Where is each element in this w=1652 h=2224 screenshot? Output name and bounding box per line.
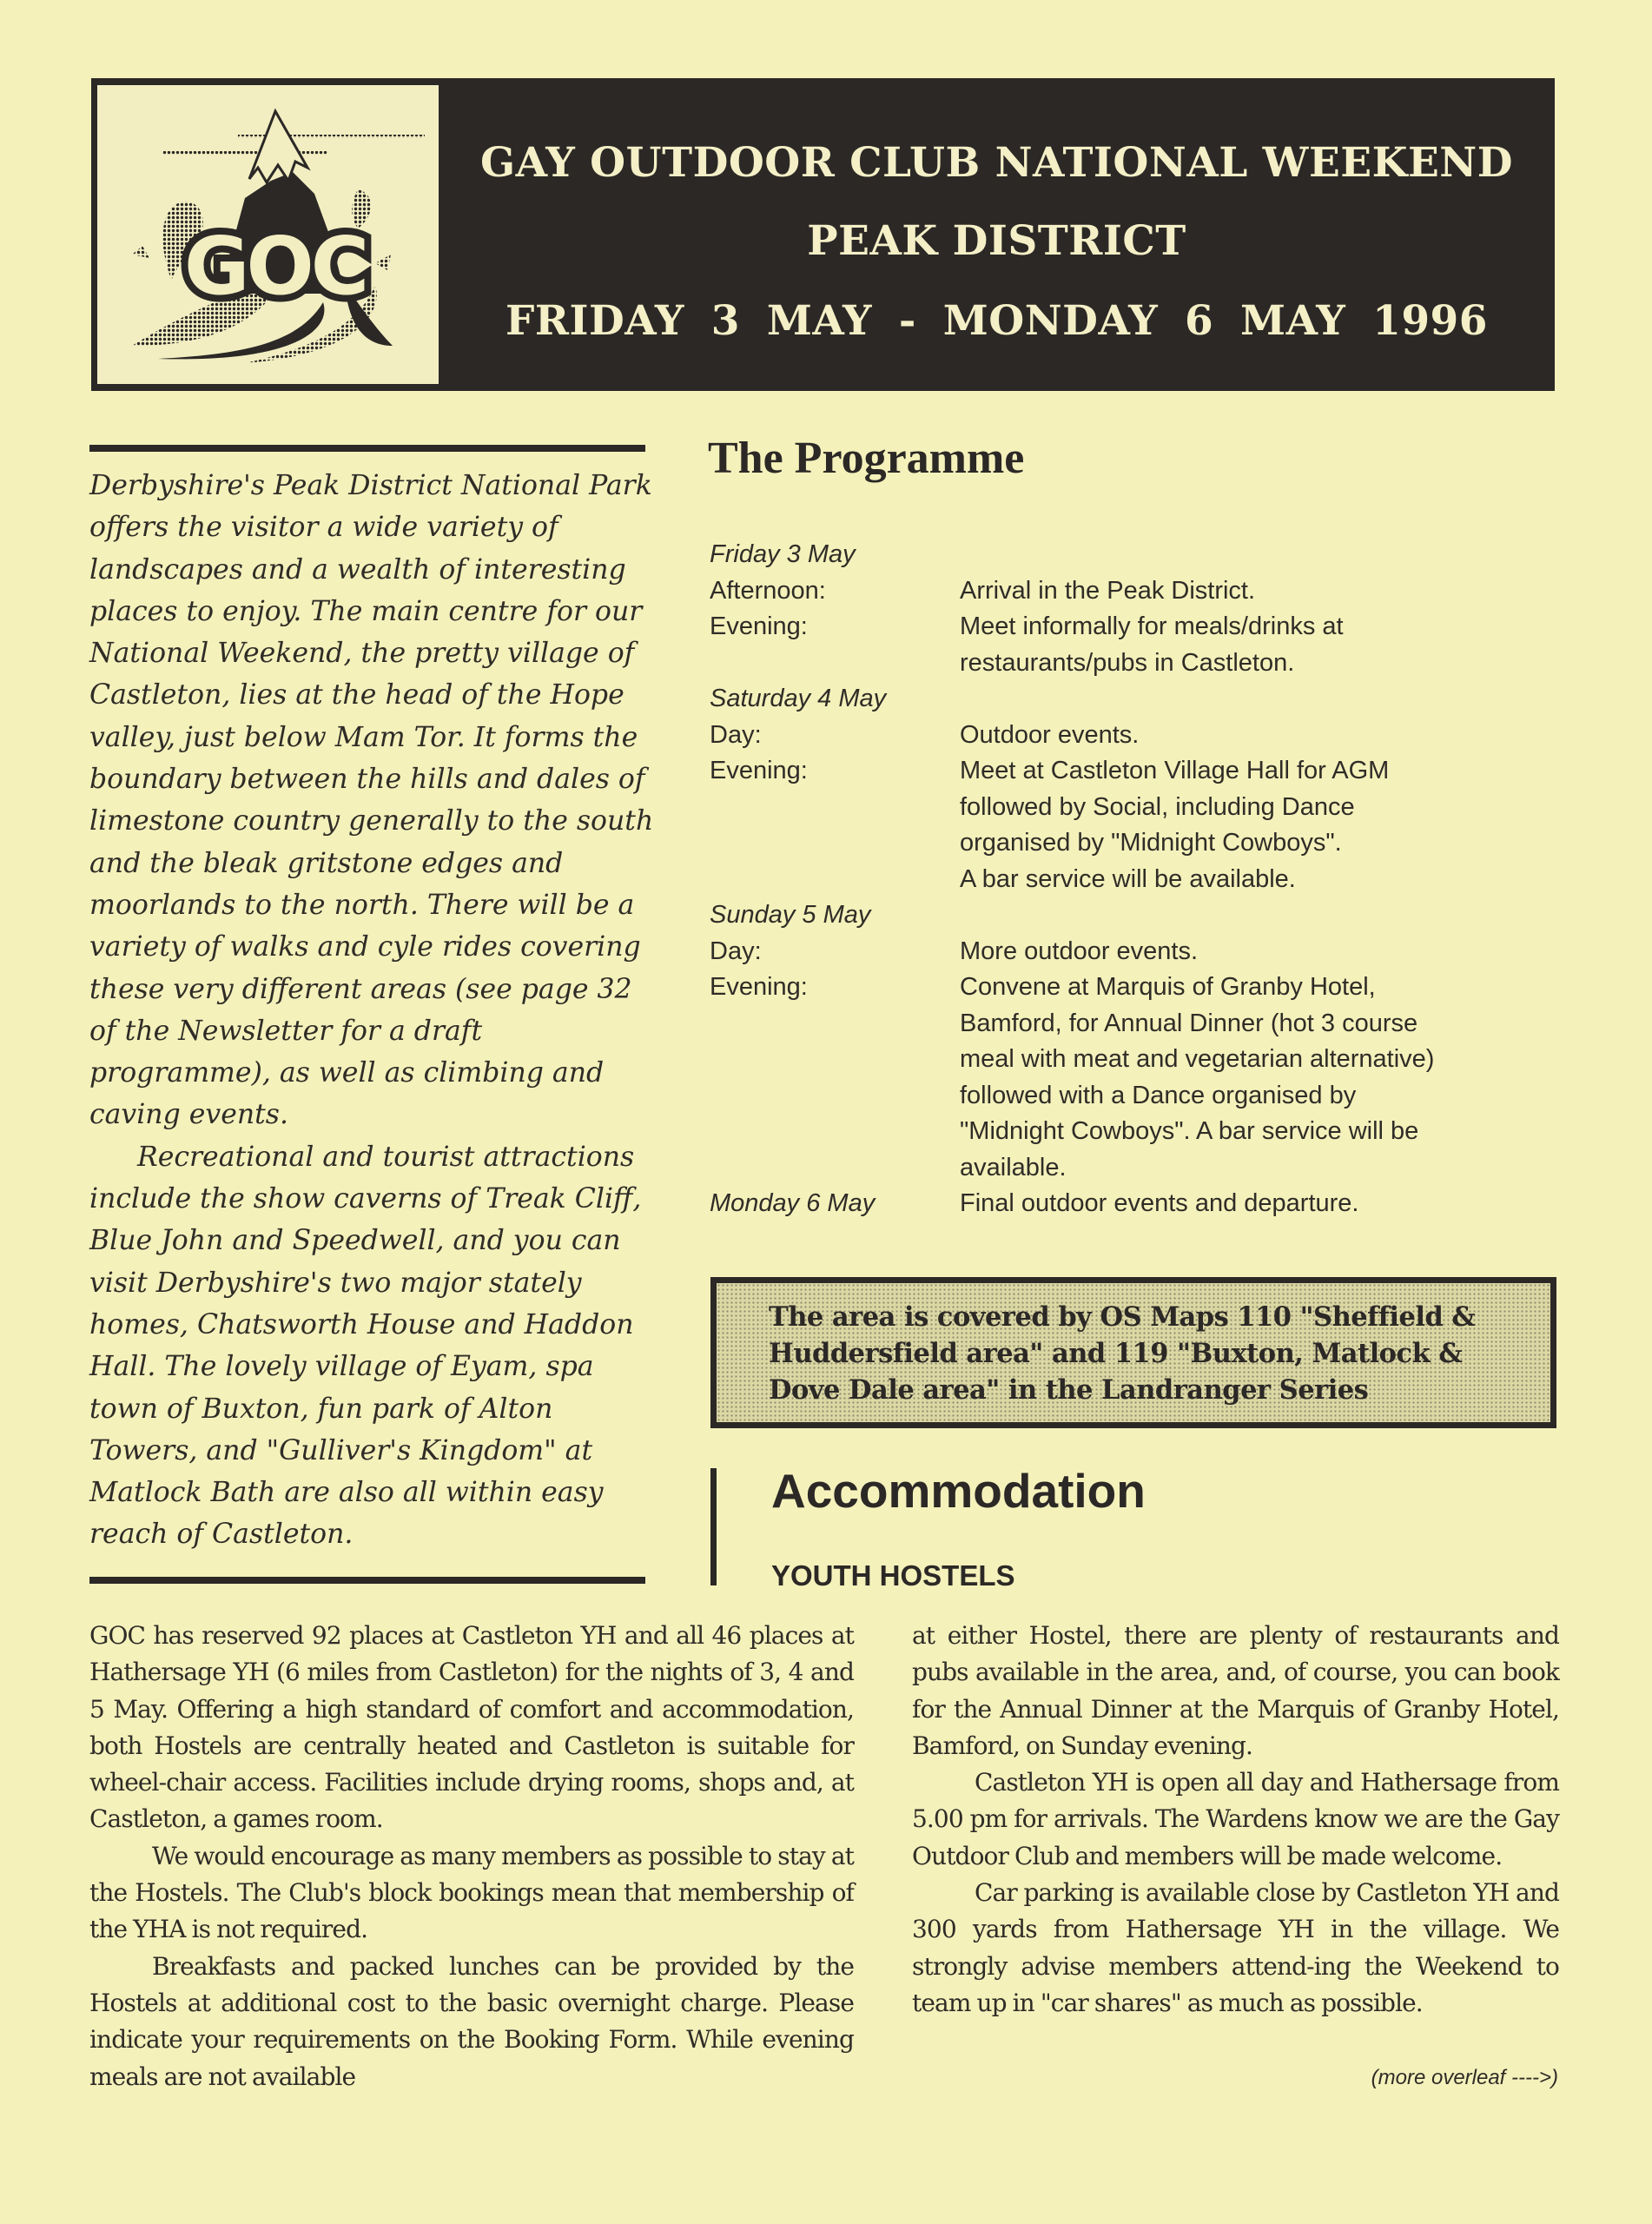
programme-heading: The Programme [708, 434, 1025, 483]
banner-subtitle: PEAK DISTRICT [807, 217, 1186, 265]
programme-time: Evening: [710, 757, 808, 784]
programme-description-line: Meet at Castleton Village Hall for AGM [960, 757, 1390, 784]
map-note-line: Huddersfield area" and 119 "Buxton, Matlock & [769, 1338, 1463, 1369]
accommodation-right-column [912, 1618, 1559, 2022]
programme-description: Final outdoor events and departure. [960, 1189, 1359, 1217]
programme-description-line: A bar service will be available. [960, 864, 1296, 893]
programme-day-label: Monday 6 May [710, 1189, 876, 1217]
body-paragraph: GOC has reserved 92 places at Castleton YH and all 46 places at Hathersage YH (6 miles from Castleton) for the nights of 3, 4 and 5 May. Offering a high standard of comfort and accommodation, both Hostels are centrally heated and Castleton is suitable for wheel-chair access. Facilities include drying rooms, shops and, at Castleton, a games room. [89, 1621, 854, 1834]
body-paragraph: Breakfasts and packed lunches can be provided by the Hostels at additional cost to the basic overnight charge. Please indicate your requirements on the Booking Form. While evening meals are not available [89, 1951, 854, 2091]
logo-lettering: GOC [184, 220, 367, 313]
programme-row [710, 718, 1561, 754]
programme-description-line: available. [960, 1153, 1067, 1182]
programme-day-label: Saturday 4 May [710, 685, 887, 712]
map-note-line: Dove Dale area" in the Landranger Series [769, 1374, 1369, 1406]
accommodation-side-bar [710, 1468, 717, 1585]
map-note-line: The area is covered by OS Maps 110 "Sheffield & [769, 1301, 1476, 1333]
programme-description-line: Bamford, for Annual Dinner (hot 3 course [960, 1009, 1418, 1037]
youth-hostels-subheading: YOUTH HOSTELS [771, 1559, 1015, 1592]
programme-time: Day: [710, 720, 762, 749]
programme-description [960, 934, 1561, 970]
accommodation-left-column [89, 1618, 854, 2095]
accommodation-heading: Accommodation [771, 1464, 1146, 1518]
programme-row [710, 753, 1561, 897]
programme-description-line: "Midnight Cowboys". A bar service will be [960, 1117, 1419, 1145]
map-note-box [710, 1277, 1556, 1428]
programme-description-line: Outdoor events. [960, 720, 1140, 749]
body-paragraph: at either Hostel, there are plenty of restaurants and pubs available in the area, and, of course, you can book for the Annual Dinner at the Marquis of Granby Hotel, Bamford, on Sunday evening. [912, 1621, 1559, 1760]
intro-paragraph: Recreational and tourist attractions include the show caverns of Treak Cliff, Blue John and Speedwell, and you can visit Derbyshire's two major stately homes, Chatsworth House and Haddon Hall. The lovely village of Eyam, spa town of Buxton, fun park of Alton Towers, and "Gulliver's Kingdom" at Matlock Bath are also all within easy reach of Castleton. [89, 1141, 642, 1551]
intro-text [89, 465, 654, 1556]
programme-description-line: meal with meat and vegetarian alternative) [960, 1045, 1435, 1073]
programme-description-line: followed by Social, including Dance [960, 792, 1355, 821]
intro-top-divider [89, 445, 645, 452]
programme-description-line: Arrival in the Peak District. [960, 576, 1256, 605]
programme-description-line: Convene at Marquis of Granby Hotel, [960, 973, 1376, 1001]
programme-row [710, 934, 1561, 970]
body-paragraph: Castleton YH is open all day and Hathersage from 5.00 pm for arrivals. The Wardens know we are the Gay Outdoor Club and members will be made welcome. [912, 1768, 1559, 1870]
body-paragraph: We would encourage as many members as possible to stay at the Hostels. The Club's block bookings mean that membership of the YHA is not required. [89, 1841, 854, 1944]
programme-time: Afternoon: [710, 576, 826, 605]
programme-description [960, 970, 1561, 1186]
programme-description [960, 718, 1561, 754]
programme-description [960, 573, 1561, 610]
body-paragraph: Car parking is available close by Castleton YH and 300 yards from Hathersage YH in the village. We strongly advise members attend-ing the Weekend to team up in "car shares" as much as possible. [912, 1878, 1559, 2017]
programme-time: Evening: [710, 612, 808, 640]
programme-description-line: followed with a Dance organised by [960, 1081, 1357, 1109]
programme-description-line: More outdoor events. [960, 937, 1199, 965]
programme-description-line: Meet informally for meals/drinks at [960, 612, 1344, 640]
programme-row-final [710, 1186, 1561, 1222]
programme-description [960, 753, 1561, 897]
more-overleaf-note: (more overleaf ---->) [1371, 2066, 1558, 2089]
programme-schedule [710, 537, 1561, 1222]
intro-bottom-divider [89, 1577, 645, 1584]
goc-logo [97, 85, 439, 384]
programme-description [960, 609, 1561, 681]
intro-paragraph: Derbyshire's Peak District National Park offers the visitor a wide variety of landscapes and a wealth of interesting places to enjoy. The main centre for our National Weekend, the pretty village of Castleton, lies at the head of the Hope valley, just below Mam Tor. It forms the boundary between the hills and dales of limestone country generally to the south and the bleak gritstone edges and moorlands to the north. There will be a variety of walks and cyle rides covering these very different areas (see page 32 of the Newsletter for a draft programme), as well as climbing and caving events. [89, 470, 654, 1131]
programme-time: Day: [710, 937, 762, 965]
banner-dates: FRIDAY 3 MAY - MONDAY 6 MAY 1996 [506, 297, 1488, 345]
programme-description-line: organised by "Midnight Cowboys". [960, 829, 1342, 857]
map-note-text [769, 1299, 1498, 1408]
programme-day-label: Friday 3 May [710, 540, 856, 568]
banner-title: GAY OUTDOOR CLUB NATIONAL WEEKEND [479, 139, 1514, 187]
programme-day-label: Sunday 5 May [710, 901, 871, 929]
programme-row [710, 573, 1561, 610]
programme-row [710, 609, 1561, 681]
programme-row [710, 970, 1561, 1186]
programme-description-line: restaurants/pubs in Castleton. [960, 648, 1295, 677]
programme-time: Evening: [710, 973, 808, 1001]
